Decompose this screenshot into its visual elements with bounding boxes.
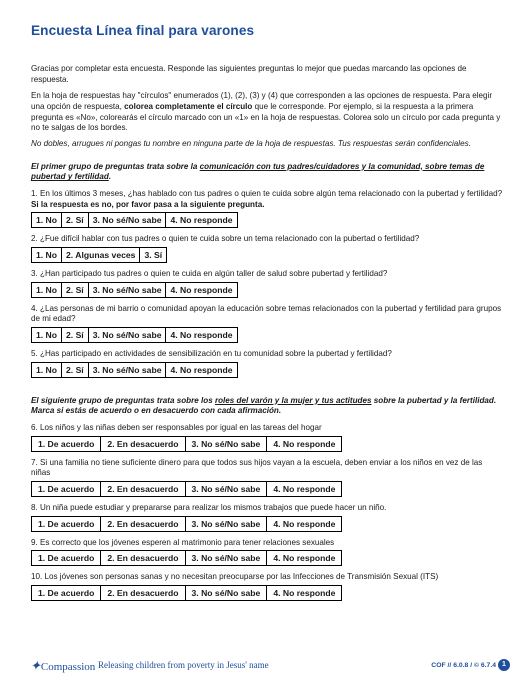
question-5: 5. ¿Has participado en actividades de sensibilización en tu comunidad sobre la pubertad y fertilidad?: [31, 349, 392, 359]
option-no-sabe[interactable]: 3. No sé/No sabe: [186, 482, 268, 496]
option-no[interactable]: 1. No: [32, 363, 62, 377]
question-3: 3. ¿Han participado tus padres o quien te cuida en algún taller de salud sobre pubertad y fertilidad?: [31, 269, 388, 278]
compassion-logo-mark: ✦: [30, 658, 41, 673]
option-si[interactable]: 2. Sí: [62, 363, 89, 377]
question-10-options: [31, 585, 342, 601]
document-code: COF // 6.0.8 / © 6.7.4: [431, 662, 496, 669]
section-1-text-c: .: [108, 172, 112, 182]
option-de-acuerdo[interactable]: 1. De acuerdo: [32, 551, 101, 565]
section-2-title: [31, 396, 503, 417]
section-2-text-c: sobre la pubertad y la fertilidad. Marca si estás de acuerdo o en desacuerdo con cada afirmación.: [31, 395, 497, 416]
question-2: 2. ¿Fue difícil hablar con tus padres o quien te cuida sobre un tema relacionado con la pubertad o fertilidad?: [31, 234, 420, 244]
section-1-text-a: El primer grupo de preguntas trata sobre la: [31, 161, 200, 171]
option-no[interactable]: 1. No: [32, 213, 62, 227]
section-2-underlined: roles del varón y la mujer y tus actitudes: [214, 395, 372, 405]
question-1-options: [31, 212, 238, 228]
intro-paragraph-1: Gracias por completar esta encuesta. Responde las siguientes preguntas lo mejor que puedas marcando las opciones de respuesta.: [31, 63, 467, 84]
option-algunas-veces[interactable]: 2. Algunas veces: [62, 248, 140, 262]
question-5-options: [31, 362, 238, 378]
intro-paragraph-2: [31, 91, 503, 134]
option-en-desacuerdo[interactable]: 2. En desacuerdo: [101, 586, 185, 600]
option-si[interactable]: 2. Sí: [62, 213, 89, 227]
option-no[interactable]: 1. No: [32, 328, 62, 342]
option-en-desacuerdo[interactable]: 2. En desacuerdo: [101, 517, 185, 531]
question-1: [31, 189, 503, 210]
option-no-responde[interactable]: 4. No responde: [273, 588, 336, 599]
question-8-options: [31, 516, 342, 532]
question-8: 8. Un niña puede estudiar y prepararse para realizar los mismos trabajos que puede hacer un niño.: [31, 503, 387, 513]
page-number-badge: 1: [498, 659, 510, 671]
option-no-sabe[interactable]: 3. No sé/No sabe: [89, 213, 167, 227]
question-3-options: [31, 282, 238, 298]
option-no-responde[interactable]: 4. No responde: [170, 215, 233, 226]
page-title: Encuesta Línea final para varones: [31, 23, 255, 38]
question-10: 10. Los jóvenes son personas sanas y no necesitan preocuparse por las Infecciones de Transmisión Sexual (ITS): [31, 572, 439, 582]
option-no[interactable]: 1. No: [32, 283, 62, 297]
option-no-sabe[interactable]: 3. No sé/No sabe: [186, 517, 268, 531]
footer-tagline: Releasing children from poverty in Jesus' name: [98, 660, 269, 670]
intro-p2-bold: colorea completamente el círculo: [124, 101, 253, 111]
question-6-options: [31, 436, 342, 452]
option-en-desacuerdo[interactable]: 2. En desacuerdo: [101, 437, 185, 451]
option-de-acuerdo[interactable]: 1. De acuerdo: [32, 437, 101, 451]
compassion-logo: [30, 657, 95, 675]
option-no-sabe[interactable]: 3. No sé/No sabe: [89, 328, 167, 342]
question-4-options: [31, 327, 238, 343]
section-1-title: [31, 162, 503, 183]
intro-paragraph-3: No dobles, arrugues ni pongas tu nombre en ninguna parte de la hoja de respuestas. Tus respuestas serán confidenciales.: [31, 138, 471, 148]
option-no-responde[interactable]: 4. No responde: [170, 364, 233, 375]
option-no-sabe[interactable]: 3. No sé/No sabe: [89, 283, 167, 297]
question-2-options: [31, 247, 167, 263]
section-1-underlined: comunicación con tus padres/cuidadores y la comunidad, sobre temas de pubertad y fertilidad: [31, 161, 485, 182]
option-si[interactable]: 2. Sí: [62, 328, 89, 342]
question-9: 9. Es correcto que los jóvenes esperen al matrimonio para tener relaciones sexuales: [31, 537, 335, 547]
option-no-sabe[interactable]: 3. No sé/No sabe: [186, 437, 268, 451]
question-1-text: 1. En los últimos 3 meses, ¿has hablado con tus padres o quien te cuida sobre algún tema relacionado con la pubertad y fertilidad?: [31, 188, 503, 198]
option-no-responde[interactable]: 4. No responde: [273, 553, 336, 564]
option-en-desacuerdo[interactable]: 2. En desacuerdo: [101, 482, 185, 496]
question-6: 6. Los niños y las niñas deben ser responsables por igual en las tareas del hogar: [31, 423, 322, 433]
page-footer: [30, 655, 510, 679]
option-si[interactable]: 2. Sí: [62, 283, 89, 297]
question-4: 4. ¿Las personas de mi barrio o comunidad apoyan la educación sobre temas relacionados con la pubertad y fertilidad para grupos de mi edad?: [31, 303, 502, 324]
option-si[interactable]: 3. Sí: [144, 250, 163, 260]
option-no[interactable]: 1. No: [32, 248, 62, 262]
question-7-options: [31, 481, 342, 497]
option-de-acuerdo[interactable]: 1. De acuerdo: [32, 517, 101, 531]
option-no-responde[interactable]: 4. No responde: [273, 484, 336, 495]
survey-page: [31, 22, 503, 607]
option-no-responde[interactable]: 4. No responde: [273, 438, 336, 449]
option-en-desacuerdo[interactable]: 2. En desacuerdo: [101, 551, 185, 565]
option-no-responde[interactable]: 4. No responde: [273, 518, 336, 529]
option-no-responde[interactable]: 4. No responde: [170, 284, 233, 295]
section-2-text-a: El siguiente grupo de preguntas trata sobre los: [31, 395, 215, 405]
option-no-sabe[interactable]: 3. No sé/No sabe: [186, 586, 268, 600]
option-no-sabe[interactable]: 3. No sé/No sabe: [186, 551, 268, 565]
compassion-logo-text: Compassion: [40, 661, 96, 673]
question-7: 7. Si una familia no tiene suficiente dinero para que todos sus hijos vayan a la escuela, deben enviar a los niños en vez de las niñas: [31, 457, 483, 478]
question-1-instruction: Si la respuesta es no, por favor pasa a la siguiente pregunta.: [31, 199, 265, 209]
option-de-acuerdo[interactable]: 1. De acuerdo: [32, 586, 101, 600]
option-de-acuerdo[interactable]: 1. De acuerdo: [32, 482, 101, 496]
option-no-responde[interactable]: 4. No responde: [170, 330, 233, 341]
intro-p2-text-c: que le corresponde. Por ejemplo, si la respuesta a la primera pregunta es «No», colorearás el círculo marcado con un «1» en la hoja de respuestas. Colorea solo un círculo por cada pregunta y no te salgas de los bordes.: [31, 101, 501, 133]
question-9-options: [31, 550, 342, 566]
intro-p2-text-a: En la hoja de respuestas hay "círculos" enumerados (1), (2), (3) y (4) que corresponden a las opciones de respuesta. Para elegir una opción de respuesta,: [31, 91, 493, 111]
option-no-sabe[interactable]: 3. No sé/No sabe: [89, 363, 167, 377]
